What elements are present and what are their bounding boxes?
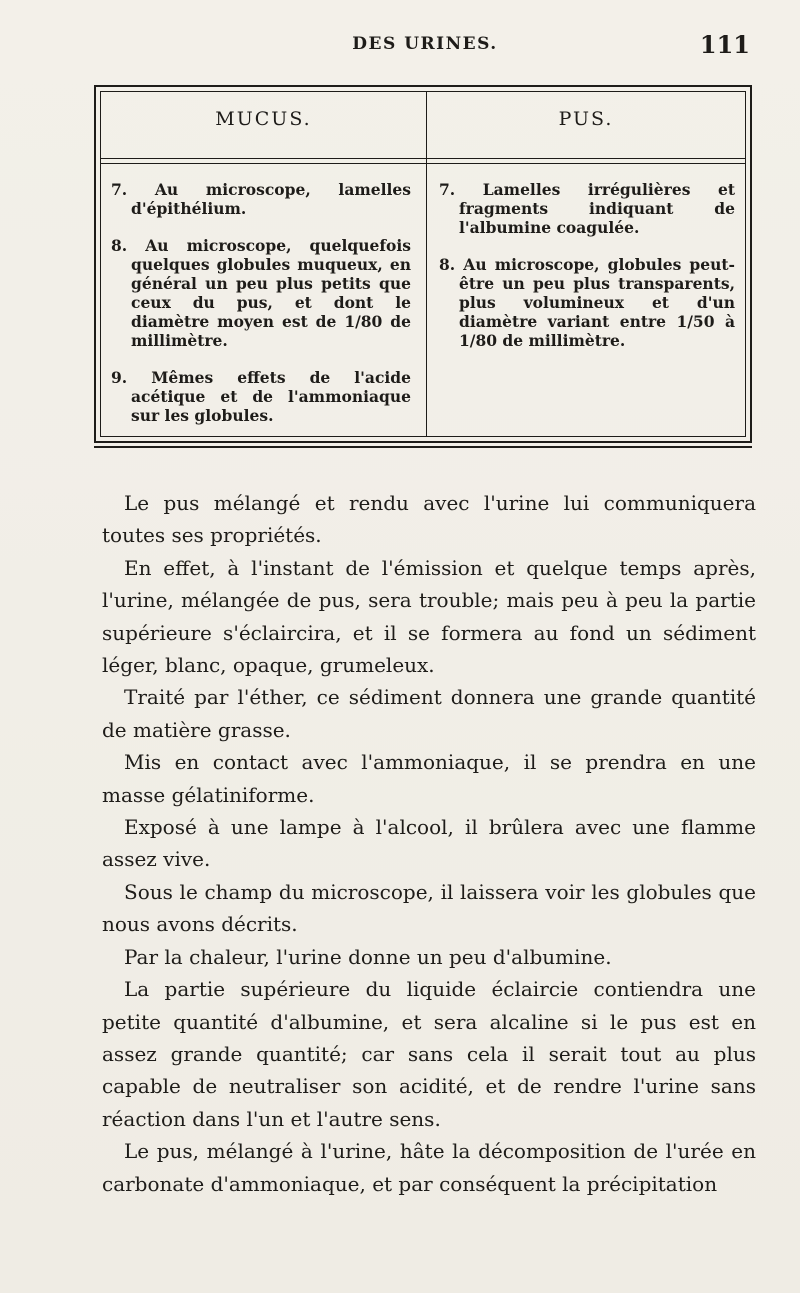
table-bottom-rule (94, 446, 752, 448)
pus-entry-7: 7. Lamelles irrégulières et fragments indiquant de l'albumine coagulée. (439, 180, 735, 237)
header-rule (101, 158, 745, 164)
mucus-entry-7: 7. Au microscope, lamelles d'épithélium. (111, 180, 411, 218)
paragraph: Mis en contact avec l'ammoniaque, il se prendra en une masse gélatiniforme. (102, 750, 756, 807)
column-divider (426, 92, 427, 436)
pus-entry-8: 8. Au microscope, globules peut-être un peu plus transparents, plus volumineux et d'un diamètre variant entre 1/50 à 1/80 de millimètre. (439, 255, 735, 350)
paragraph: Le pus, mélangé à l'urine, hâte la décomposition de l'urée en carbonate d'ammoniaque, et par conséquent la précipitation (102, 1139, 756, 1196)
table-inner-border (100, 91, 746, 437)
paragraph: En effet, à l'instant de l'émission et quelque temps après, l'urine, mélangée de pus, sera trouble; mais peu à peu la partie supérieure s'éclaircira, et il se formera au fond un sédiment léger, blanc, opaque, grumeleux. (102, 555, 756, 678)
paragraph: Traité par l'éther, ce sédiment donnera une grande quantité de matière grasse. (102, 685, 756, 742)
paragraph: La partie supérieure du liquide éclaircie contiendra une petite quantité d'albumine, et sera alcaline si le pus est en assez grande quantité; car sans cela il serait tout au plus capable de neutraliser son acidité, et de rendre l'urine sans réaction dans l'un et l'autre sens. (102, 977, 756, 1131)
running-title: DES URINES. (352, 34, 498, 54)
paragraph: Sous le champ du microscope, il laissera voir les globules que nous avons décrits. (102, 879, 756, 937)
mucus-column (111, 180, 411, 443)
running-head (100, 30, 750, 64)
pus-column (439, 180, 735, 368)
column-header-pus: PUS. (558, 108, 614, 130)
page-number: 111 (699, 30, 750, 59)
column-header-mucus: MUCUS. (215, 108, 312, 130)
body-text (102, 487, 756, 1200)
comparison-table (94, 85, 752, 443)
paragraph: Le pus mélangé et rendu avec l'urine lui communiquera toutes ses propriétés. (102, 491, 756, 548)
paragraph: Par la chaleur, l'urine donne un peu d'albumine. (124, 944, 612, 969)
mucus-entry-8: 8. Au microscope, quelquefois quelques globules muqueux, en général un peu plus petits que ceux du pus, et dont le diamètre moyen est de 1/80 de millimètre. (111, 236, 411, 350)
paragraph: Exposé à une lampe à l'alcool, il brûlera avec une flamme assez vive. (102, 815, 756, 872)
mucus-entry-9: 9. Mêmes effets de l'acide acétique et de l'ammoniaque sur les globules. (111, 368, 411, 425)
